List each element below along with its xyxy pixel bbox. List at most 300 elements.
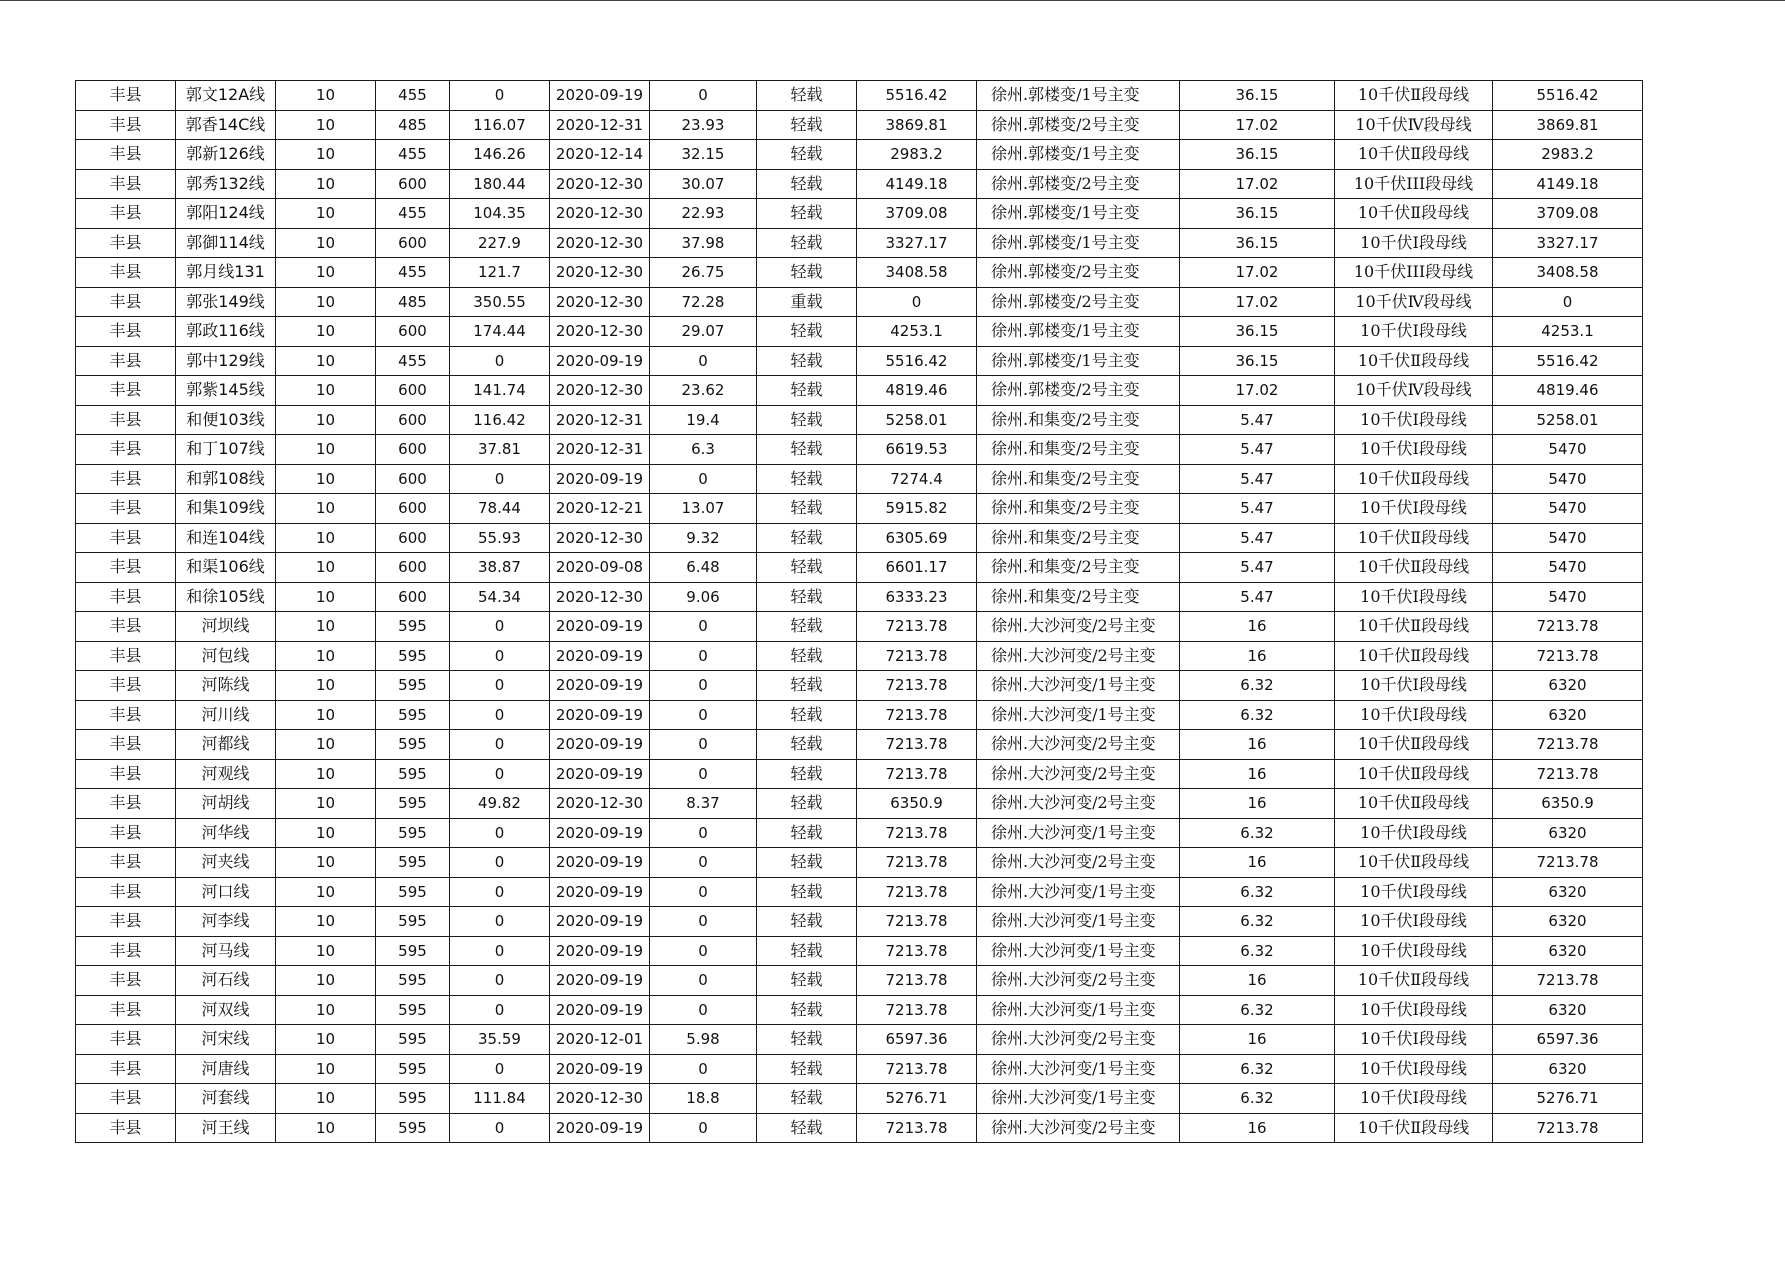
open-capacity-cell: 6320 (1493, 907, 1643, 937)
load-rate-cell: 26.75 (650, 258, 757, 288)
voltage-cell: 10 (276, 671, 376, 701)
load-rate-cell: 0 (650, 818, 757, 848)
line-name-cell: 郭中129线 (176, 346, 276, 376)
transformer-cell: 徐州.郭楼变/2号主变 (977, 287, 1180, 317)
capacity-cell: 595 (376, 730, 450, 760)
load-status-cell: 轻载 (757, 671, 857, 701)
table-row (76, 612, 1643, 642)
capacity-cell: 600 (376, 464, 450, 494)
county-cell: 丰县 (76, 759, 176, 789)
line-name-cell: 郭阳124线 (176, 199, 276, 229)
capacity-cell: 595 (376, 907, 450, 937)
capacity-cell: 600 (376, 405, 450, 435)
voltage-cell: 10 (276, 907, 376, 937)
open-capacity-cell: 6320 (1493, 1054, 1643, 1084)
transformer-load-rate-cell: 6.32 (1180, 936, 1335, 966)
load-status-cell: 轻载 (757, 848, 857, 878)
load-cell: 0 (450, 848, 550, 878)
transformer-cell: 徐州.大沙河变/1号主变 (977, 1084, 1180, 1114)
voltage-cell: 10 (276, 818, 376, 848)
load-status-cell: 轻载 (757, 789, 857, 819)
load-status-cell: 轻载 (757, 1054, 857, 1084)
date-cell: 2020-12-30 (550, 376, 650, 406)
open-capacity-cell: 6320 (1493, 671, 1643, 701)
load-status-cell: 轻载 (757, 1113, 857, 1143)
transformer-load-rate-cell: 17.02 (1180, 169, 1335, 199)
line-name-cell: 和徐105线 (176, 582, 276, 612)
load-rate-cell: 18.8 (650, 1084, 757, 1114)
busbar-cell: 10千伏Ⅱ段母线 (1335, 553, 1493, 583)
voltage-cell: 10 (276, 110, 376, 140)
busbar-cell: 10千伏Ⅰ段母线 (1335, 995, 1493, 1025)
date-cell: 2020-12-01 (550, 1025, 650, 1055)
county-cell: 丰县 (76, 1113, 176, 1143)
date-cell: 2020-09-19 (550, 759, 650, 789)
voltage-cell: 10 (276, 582, 376, 612)
busbar-cell: 10千伏Ⅰ段母线 (1335, 671, 1493, 701)
available-capacity-cell: 7213.78 (857, 818, 977, 848)
busbar-cell: 10千伏Ⅱ段母线 (1335, 641, 1493, 671)
load-rate-cell: 0 (650, 346, 757, 376)
capacity-cell: 600 (376, 228, 450, 258)
county-cell: 丰县 (76, 140, 176, 170)
load-cell: 0 (450, 1054, 550, 1084)
busbar-cell: 10千伏Ⅱ段母线 (1335, 464, 1493, 494)
load-cell: 0 (450, 641, 550, 671)
available-capacity-cell: 6601.17 (857, 553, 977, 583)
table-row (76, 995, 1643, 1025)
table-row (76, 789, 1643, 819)
transformer-load-rate-cell: 5.47 (1180, 553, 1335, 583)
transformer-load-rate-cell: 6.32 (1180, 1054, 1335, 1084)
voltage-cell: 10 (276, 317, 376, 347)
busbar-cell: 10千伏Ⅰ段母线 (1335, 405, 1493, 435)
voltage-cell: 10 (276, 199, 376, 229)
county-cell: 丰县 (76, 612, 176, 642)
transformer-load-rate-cell: 5.47 (1180, 405, 1335, 435)
voltage-cell: 10 (276, 759, 376, 789)
county-cell: 丰县 (76, 582, 176, 612)
load-rate-cell: 0 (650, 877, 757, 907)
transformer-load-rate-cell: 17.02 (1180, 287, 1335, 317)
busbar-cell: 10千伏Ⅱ段母线 (1335, 612, 1493, 642)
busbar-cell: 10千伏Ⅰ段母线 (1335, 818, 1493, 848)
table-row (76, 258, 1643, 288)
transformer-cell: 徐州.和集变/2号主变 (977, 553, 1180, 583)
table-row (76, 199, 1643, 229)
transformer-cell: 徐州.大沙河变/1号主变 (977, 877, 1180, 907)
transformer-load-rate-cell: 36.15 (1180, 81, 1335, 111)
load-rate-cell: 6.48 (650, 553, 757, 583)
available-capacity-cell: 4149.18 (857, 169, 977, 199)
capacity-cell: 595 (376, 641, 450, 671)
table-row (76, 435, 1643, 465)
load-cell: 0 (450, 818, 550, 848)
table-row (76, 287, 1643, 317)
available-capacity-cell: 7213.78 (857, 936, 977, 966)
load-rate-cell: 30.07 (650, 169, 757, 199)
county-cell: 丰县 (76, 966, 176, 996)
county-cell: 丰县 (76, 258, 176, 288)
date-cell: 2020-09-08 (550, 553, 650, 583)
voltage-cell: 10 (276, 81, 376, 111)
line-name-cell: 河王线 (176, 1113, 276, 1143)
table-row (76, 907, 1643, 937)
voltage-cell: 10 (276, 1113, 376, 1143)
available-capacity-cell: 7213.78 (857, 730, 977, 760)
voltage-cell: 10 (276, 169, 376, 199)
load-rate-cell: 72.28 (650, 287, 757, 317)
line-name-cell: 和连104线 (176, 523, 276, 553)
date-cell: 2020-09-19 (550, 346, 650, 376)
busbar-cell: 10千伏Ⅰ段母线 (1335, 494, 1493, 524)
transformer-cell: 徐州.和集变/2号主变 (977, 494, 1180, 524)
load-cell: 180.44 (450, 169, 550, 199)
open-capacity-cell: 5470 (1493, 435, 1643, 465)
county-cell: 丰县 (76, 405, 176, 435)
table-row (76, 1084, 1643, 1114)
load-rate-cell: 22.93 (650, 199, 757, 229)
voltage-cell: 10 (276, 346, 376, 376)
line-name-cell: 河唐线 (176, 1054, 276, 1084)
busbar-cell: 10千伏Ⅱ段母线 (1335, 346, 1493, 376)
date-cell: 2020-12-31 (550, 435, 650, 465)
available-capacity-cell: 2983.2 (857, 140, 977, 170)
line-name-cell: 和集109线 (176, 494, 276, 524)
available-capacity-cell: 5516.42 (857, 81, 977, 111)
table-row (76, 966, 1643, 996)
load-rate-cell: 0 (650, 464, 757, 494)
date-cell: 2020-09-19 (550, 995, 650, 1025)
open-capacity-cell: 6597.36 (1493, 1025, 1643, 1055)
voltage-cell: 10 (276, 848, 376, 878)
load-rate-cell: 0 (650, 81, 757, 111)
load-status-cell: 轻载 (757, 966, 857, 996)
available-capacity-cell: 5258.01 (857, 405, 977, 435)
capacity-cell: 455 (376, 140, 450, 170)
county-cell: 丰县 (76, 435, 176, 465)
county-cell: 丰县 (76, 995, 176, 1025)
capacity-cell: 600 (376, 169, 450, 199)
load-status-cell: 轻载 (757, 228, 857, 258)
busbar-cell: 10千伏Ⅱ段母线 (1335, 81, 1493, 111)
transformer-cell: 徐州.大沙河变/1号主变 (977, 995, 1180, 1025)
capacity-cell: 595 (376, 1113, 450, 1143)
busbar-cell: 10千伏Ⅳ段母线 (1335, 376, 1493, 406)
busbar-cell: 10千伏Ⅳ段母线 (1335, 110, 1493, 140)
date-cell: 2020-09-19 (550, 966, 650, 996)
load-status-cell: 轻载 (757, 494, 857, 524)
busbar-cell: 10千伏Ⅰ段母线 (1335, 317, 1493, 347)
transformer-cell: 徐州.郭楼变/1号主变 (977, 81, 1180, 111)
voltage-cell: 10 (276, 523, 376, 553)
load-cell: 0 (450, 966, 550, 996)
available-capacity-cell: 3709.08 (857, 199, 977, 229)
transformer-cell: 徐州.郭楼变/2号主变 (977, 258, 1180, 288)
voltage-cell: 10 (276, 966, 376, 996)
capacity-cell: 595 (376, 966, 450, 996)
busbar-cell: 10千伏III段母线 (1335, 169, 1493, 199)
load-cell: 0 (450, 877, 550, 907)
table-row (76, 317, 1643, 347)
open-capacity-cell: 7213.78 (1493, 1113, 1643, 1143)
date-cell: 2020-09-19 (550, 671, 650, 701)
load-cell: 55.93 (450, 523, 550, 553)
load-status-cell: 轻载 (757, 936, 857, 966)
load-cell: 116.42 (450, 405, 550, 435)
transformer-load-rate-cell: 36.15 (1180, 317, 1335, 347)
voltage-cell: 10 (276, 405, 376, 435)
load-cell: 0 (450, 464, 550, 494)
busbar-cell: 10千伏Ⅰ段母线 (1335, 582, 1493, 612)
county-cell: 丰县 (76, 169, 176, 199)
load-status-cell: 轻载 (757, 140, 857, 170)
open-capacity-cell: 7213.78 (1493, 612, 1643, 642)
voltage-cell: 10 (276, 700, 376, 730)
capacity-cell: 595 (376, 1025, 450, 1055)
load-status-cell: 轻载 (757, 523, 857, 553)
capacity-cell: 455 (376, 199, 450, 229)
open-capacity-cell: 7213.78 (1493, 966, 1643, 996)
load-rate-cell: 5.98 (650, 1025, 757, 1055)
date-cell: 2020-12-30 (550, 523, 650, 553)
transformer-cell: 徐州.郭楼变/1号主变 (977, 317, 1180, 347)
table-row (76, 818, 1643, 848)
open-capacity-cell: 3709.08 (1493, 199, 1643, 229)
voltage-cell: 10 (276, 936, 376, 966)
capacity-cell: 595 (376, 612, 450, 642)
county-cell: 丰县 (76, 848, 176, 878)
county-cell: 丰县 (76, 818, 176, 848)
load-cell: 111.84 (450, 1084, 550, 1114)
table-row (76, 553, 1643, 583)
load-rate-cell: 0 (650, 936, 757, 966)
date-cell: 2020-12-30 (550, 1084, 650, 1114)
load-status-cell: 轻载 (757, 730, 857, 760)
open-capacity-cell: 7213.78 (1493, 730, 1643, 760)
load-rate-cell: 0 (650, 995, 757, 1025)
load-status-cell: 轻载 (757, 1084, 857, 1114)
voltage-cell: 10 (276, 228, 376, 258)
transformer-cell: 徐州.郭楼变/1号主变 (977, 346, 1180, 376)
county-cell: 丰县 (76, 199, 176, 229)
date-cell: 2020-09-19 (550, 1113, 650, 1143)
load-cell: 0 (450, 81, 550, 111)
date-cell: 2020-12-30 (550, 258, 650, 288)
transformer-cell: 徐州.郭楼变/1号主变 (977, 140, 1180, 170)
date-cell: 2020-09-19 (550, 877, 650, 907)
open-capacity-cell: 0 (1493, 287, 1643, 317)
available-capacity-cell: 7213.78 (857, 1054, 977, 1084)
busbar-cell: 10千伏Ⅰ段母线 (1335, 1084, 1493, 1114)
line-name-cell: 和郭108线 (176, 464, 276, 494)
transformer-load-rate-cell: 16 (1180, 789, 1335, 819)
load-cell: 141.74 (450, 376, 550, 406)
feeder-load-table (75, 80, 1643, 1143)
line-name-cell: 郭文12A线 (176, 81, 276, 111)
capacity-cell: 485 (376, 110, 450, 140)
load-rate-cell: 9.32 (650, 523, 757, 553)
transformer-cell: 徐州.大沙河变/1号主变 (977, 671, 1180, 701)
available-capacity-cell: 7213.78 (857, 612, 977, 642)
voltage-cell: 10 (276, 287, 376, 317)
capacity-cell: 595 (376, 995, 450, 1025)
page-top-rule (0, 0, 1785, 1)
transformer-load-rate-cell: 5.47 (1180, 435, 1335, 465)
voltage-cell: 10 (276, 641, 376, 671)
line-name-cell: 河胡线 (176, 789, 276, 819)
county-cell: 丰县 (76, 317, 176, 347)
load-cell: 146.26 (450, 140, 550, 170)
county-cell: 丰县 (76, 789, 176, 819)
line-name-cell: 河李线 (176, 907, 276, 937)
load-rate-cell: 37.98 (650, 228, 757, 258)
available-capacity-cell: 6333.23 (857, 582, 977, 612)
voltage-cell: 10 (276, 789, 376, 819)
busbar-cell: 10千伏III段母线 (1335, 258, 1493, 288)
date-cell: 2020-12-30 (550, 287, 650, 317)
load-cell: 0 (450, 759, 550, 789)
voltage-cell: 10 (276, 494, 376, 524)
voltage-cell: 10 (276, 553, 376, 583)
open-capacity-cell: 4819.46 (1493, 376, 1643, 406)
transformer-load-rate-cell: 6.32 (1180, 995, 1335, 1025)
date-cell: 2020-12-30 (550, 199, 650, 229)
transformer-load-rate-cell: 16 (1180, 1113, 1335, 1143)
transformer-load-rate-cell: 6.32 (1180, 818, 1335, 848)
load-cell: 0 (450, 700, 550, 730)
load-rate-cell: 0 (650, 848, 757, 878)
county-cell: 丰县 (76, 1025, 176, 1055)
open-capacity-cell: 5470 (1493, 553, 1643, 583)
available-capacity-cell: 7213.78 (857, 641, 977, 671)
date-cell: 2020-09-19 (550, 612, 650, 642)
county-cell: 丰县 (76, 346, 176, 376)
capacity-cell: 600 (376, 553, 450, 583)
load-rate-cell: 23.62 (650, 376, 757, 406)
load-status-cell: 轻载 (757, 818, 857, 848)
date-cell: 2020-12-30 (550, 582, 650, 612)
load-cell: 54.34 (450, 582, 550, 612)
load-rate-cell: 13.07 (650, 494, 757, 524)
available-capacity-cell: 0 (857, 287, 977, 317)
date-cell: 2020-12-30 (550, 228, 650, 258)
county-cell: 丰县 (76, 287, 176, 317)
load-rate-cell: 32.15 (650, 140, 757, 170)
table-row (76, 346, 1643, 376)
open-capacity-cell: 6320 (1493, 936, 1643, 966)
transformer-cell: 徐州.大沙河变/2号主变 (977, 759, 1180, 789)
busbar-cell: 10千伏Ⅰ段母线 (1335, 1025, 1493, 1055)
transformer-load-rate-cell: 36.15 (1180, 140, 1335, 170)
busbar-cell: 10千伏Ⅱ段母线 (1335, 848, 1493, 878)
load-rate-cell: 6.3 (650, 435, 757, 465)
open-capacity-cell: 3869.81 (1493, 110, 1643, 140)
capacity-cell: 595 (376, 936, 450, 966)
load-cell: 104.35 (450, 199, 550, 229)
date-cell: 2020-09-19 (550, 818, 650, 848)
open-capacity-cell: 5516.42 (1493, 346, 1643, 376)
transformer-cell: 徐州.大沙河变/1号主变 (977, 1054, 1180, 1084)
transformer-cell: 徐州.大沙河变/1号主变 (977, 700, 1180, 730)
available-capacity-cell: 7213.78 (857, 671, 977, 701)
table-row (76, 671, 1643, 701)
load-status-cell: 轻载 (757, 435, 857, 465)
table-row (76, 228, 1643, 258)
voltage-cell: 10 (276, 1084, 376, 1114)
transformer-load-rate-cell: 36.15 (1180, 228, 1335, 258)
transformer-load-rate-cell: 16 (1180, 612, 1335, 642)
open-capacity-cell: 5470 (1493, 582, 1643, 612)
capacity-cell: 455 (376, 81, 450, 111)
county-cell: 丰县 (76, 671, 176, 701)
date-cell: 2020-09-19 (550, 700, 650, 730)
busbar-cell: 10千伏Ⅰ段母线 (1335, 907, 1493, 937)
capacity-cell: 600 (376, 523, 450, 553)
transformer-load-rate-cell: 17.02 (1180, 110, 1335, 140)
available-capacity-cell: 3327.17 (857, 228, 977, 258)
voltage-cell: 10 (276, 258, 376, 288)
line-name-cell: 和便103线 (176, 405, 276, 435)
capacity-cell: 600 (376, 435, 450, 465)
line-name-cell: 河陈线 (176, 671, 276, 701)
busbar-cell: 10千伏Ⅱ段母线 (1335, 1113, 1493, 1143)
busbar-cell: 10千伏Ⅱ段母线 (1335, 789, 1493, 819)
open-capacity-cell: 6320 (1493, 818, 1643, 848)
open-capacity-cell: 5276.71 (1493, 1084, 1643, 1114)
open-capacity-cell: 3408.58 (1493, 258, 1643, 288)
load-status-cell: 轻载 (757, 81, 857, 111)
load-cell: 35.59 (450, 1025, 550, 1055)
load-rate-cell: 0 (650, 641, 757, 671)
busbar-cell: 10千伏Ⅳ段母线 (1335, 287, 1493, 317)
voltage-cell: 10 (276, 140, 376, 170)
capacity-cell: 455 (376, 346, 450, 376)
load-cell: 0 (450, 907, 550, 937)
line-name-cell: 河包线 (176, 641, 276, 671)
busbar-cell: 10千伏Ⅱ段母线 (1335, 199, 1493, 229)
transformer-cell: 徐州.大沙河变/2号主变 (977, 789, 1180, 819)
voltage-cell: 10 (276, 730, 376, 760)
busbar-cell: 10千伏Ⅱ段母线 (1335, 759, 1493, 789)
table-row (76, 700, 1643, 730)
load-rate-cell: 0 (650, 759, 757, 789)
available-capacity-cell: 7213.78 (857, 877, 977, 907)
available-capacity-cell: 3869.81 (857, 110, 977, 140)
line-name-cell: 河观线 (176, 759, 276, 789)
line-name-cell: 和丁107线 (176, 435, 276, 465)
load-status-cell: 轻载 (757, 199, 857, 229)
county-cell: 丰县 (76, 700, 176, 730)
load-cell: 78.44 (450, 494, 550, 524)
capacity-cell: 595 (376, 848, 450, 878)
transformer-load-rate-cell: 6.32 (1180, 907, 1335, 937)
transformer-load-rate-cell: 16 (1180, 966, 1335, 996)
load-rate-cell: 9.06 (650, 582, 757, 612)
load-status-cell: 轻载 (757, 346, 857, 376)
table-row (76, 936, 1643, 966)
transformer-load-rate-cell: 6.32 (1180, 700, 1335, 730)
date-cell: 2020-09-19 (550, 730, 650, 760)
load-cell: 37.81 (450, 435, 550, 465)
available-capacity-cell: 7213.78 (857, 966, 977, 996)
transformer-cell: 徐州.大沙河变/2号主变 (977, 966, 1180, 996)
busbar-cell: 10千伏Ⅰ段母线 (1335, 936, 1493, 966)
transformer-cell: 徐州.和集变/2号主变 (977, 523, 1180, 553)
date-cell: 2020-09-19 (550, 848, 650, 878)
transformer-cell: 徐州.大沙河变/1号主变 (977, 818, 1180, 848)
open-capacity-cell: 4253.1 (1493, 317, 1643, 347)
